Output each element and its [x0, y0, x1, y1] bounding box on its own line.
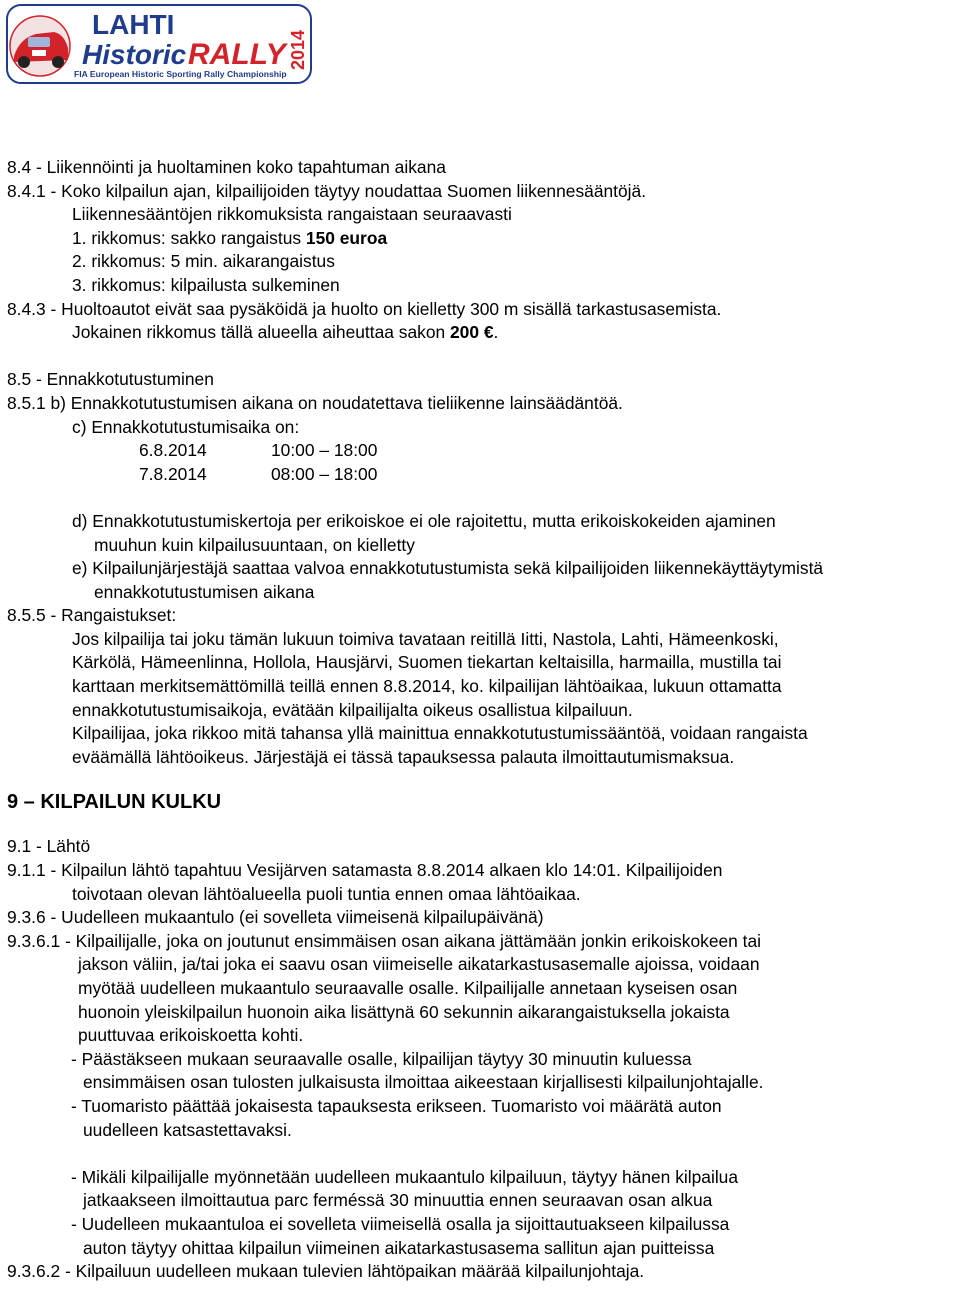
bullet-3-line2: jatkaakseen ilmoittautua parc ferméssä 30 minuuttia ennen seuraavan osan alkua — [83, 1190, 713, 1211]
rally-car-icon — [10, 16, 70, 76]
para-9-1: 9.1 - Lähtö — [7, 836, 91, 857]
para-8-5-5-title: 8.5.5 - Rangaistukset: — [7, 605, 177, 626]
svg-text:2014: 2014 — [288, 29, 308, 70]
para-8-5-5-line: Jos kilpailija tai joku tämän lukuun toimiva tavataan reitillä Iitti, Nastola, Lahti, Hämeenkoski, — [72, 628, 779, 649]
penalty-1: 1. rikkomus: sakko rangaistus 150 euroa — [72, 227, 388, 248]
lahti-historic-rally-logo — [6, 4, 312, 84]
penalty-1-amount: 150 euroa — [305, 227, 388, 248]
svg-text:Historic: Historic — [82, 39, 187, 70]
section-8-5-title: 8.5 - Ennakkotutustuminen — [7, 369, 214, 390]
penalty-2: 2. rikkomus: 5 min. aikarangaistus — [72, 251, 335, 272]
para-8-5-5-line: karttaan merkitsemättömillä teillä ennen 8.8.2014, ko. kilpailijan lähtöaikaa, lukuun ottamatta — [72, 676, 782, 697]
svg-text:LAHTI: LAHTI — [92, 9, 175, 40]
para-8-5-1-d-line2: muuhun kuin kilpailusuuntaan, on kielletty — [94, 534, 415, 555]
para-8-4-1-line1: 8.4.1 - Koko kilpailun ajan, kilpailijoiden täytyy noudattaa Suomen liikennesääntöjä. — [7, 180, 647, 201]
bullet-4-line2: auton täytyy ohittaa kilpailun viimeinen aikatarkastusasema sallitun ajan puitteissa — [83, 1237, 715, 1258]
schedule-row: 7.8.2014 08:00 – 18:00 — [139, 463, 378, 484]
para-9-3-6: 9.3.6 - Uudelleen mukaantulo (ei sovelleta viimeisenä kilpailupäivänä) — [7, 907, 544, 928]
para-8-5-1-c: c) Ennakkotutustumisaika on: — [72, 416, 300, 437]
para-8-5-1-b: 8.5.1 b) Ennakkotutustumisen aikana on noudatettava tieliikenne lainsäädäntöä. — [7, 392, 623, 413]
rules-document — [7, 156, 960, 1284]
bullet-1-line2: ensimmäisen osan tulosten julkaisusta ilmoittaa aikeestaan kirjallisesti kilpailunjohtajalle. — [83, 1072, 764, 1093]
para-8-4-3-line2: Jokainen rikkomus tällä alueella aiheuttaa sakon 200 €. — [72, 322, 499, 343]
para-8-4-1-line2: Liikennesääntöjen rikkomuksista rangaistaan seuraavasti — [72, 204, 512, 225]
para-8-5-5-line: Kilpailijaa, joka rikkoo mitä tahansa yllä mainittua ennakkotutustumissääntöä, voidaan rangaista — [72, 723, 808, 744]
para-9-3-6-2: 9.3.6.2 - Kilpailuun uudelleen mukaan tulevien lähtöpaikan määrää kilpailunjohtaja. — [7, 1261, 645, 1282]
penalty-3: 3. rikkomus: kilpailusta sulkeminen — [72, 274, 340, 295]
para-8-5-5-line: ennakkotutustumisaikoja, evätään kilpailijalta oikeus osallistua kilpailuun. — [72, 699, 633, 720]
para-8-5-5-line: eväämällä lähtöoikeus. Järjestäjä ei tässä tapauksessa palauta ilmoittautumismaksua. — [72, 746, 735, 767]
bullet-2-line1: - Tuomaristo päättää jokaisesta tapauksesta erikseen. Tuomaristo voi määrätä auton — [71, 1095, 722, 1116]
section-8-4-title: 8.4 - Liikennöinti ja huoltaminen koko tapahtuman aikana — [7, 157, 446, 177]
svg-text:RALLY: RALLY — [188, 38, 286, 71]
bullet-3-line1: - Mikäli kilpailijalle myönnetään uudelleen mukaantulo kilpailuun, täytyy hänen kilpailua — [71, 1166, 739, 1187]
schedule-row: 6.8.2014 10:00 – 18:00 — [139, 440, 378, 461]
svg-text:FIA European Historic Sporting: FIA European Historic Sporting Rally Championship — [74, 69, 287, 79]
para-8-4-3-line1: 8.4.3 - Huoltoautot eivät saa pysäköidä ja huolto on kielletty 300 m sisällä tarkastusasemista. — [7, 298, 722, 319]
section-9-heading: 9 – KILPAILUN KULKU — [7, 791, 222, 814]
para-9-3-6-1-line: myötää uudelleen mukaantulo seuraavalle osalle. Kilpailijalle annetaan kyseisen osan — [78, 978, 738, 998]
para-9-3-6-1-line: puuttuvaa erikoiskoetta kohti. — [78, 1025, 304, 1046]
para-9-3-6-1-line: jakson väliin, ja/tai joka ei saavu osan viimeiselle aikatarkastusasemalle ajoissa, voidaan — [78, 954, 760, 975]
para-9-1-1-line2: toivotaan olevan lähtöalueella puoli tuntia ennen omaa lähtöaikaa. — [72, 883, 581, 904]
bullet-2-line2: uudelleen katsastettavaksi. — [83, 1119, 292, 1140]
para-8-5-1-e-line1: e) Kilpailunjärjestäjä saattaa valvoa ennakkotutustumista sekä kilpailijoiden liikennekäyttäytymistä — [72, 558, 824, 579]
para-8-5-5-line: Kärkölä, Hämeenlinna, Hollola, Hausjärvi, Suomen tiekartan keltaisilla, harmailla, mustilla tai — [72, 652, 782, 673]
para-9-3-6-1-line1: 9.3.6.1 - Kilpailijalle, joka on joutunut ensimmäisen osan aikana jättämään jonkin erikoiskokeen tai — [7, 930, 762, 951]
para-9-1-1-line1: 9.1.1 - Kilpailun lähtö tapahtuu Vesijärven satamasta 8.8.2014 alkaen klo 14:01. Kilpailijoiden — [7, 860, 723, 881]
bullet-1-line1: - Päästäkseen mukaan seuraavalle osalle, kilpailijan täytyy 30 minuutin kuluessa — [71, 1048, 692, 1069]
para-8-5-1-d-line1: d) Ennakkotutustumiskertoja per erikoiskoe ei ole rajoitettu, mutta erikoiskokeiden ajaminen — [72, 510, 776, 531]
bullet-4-line1: - Uudelleen mukaantuloa ei sovelleta viimeisellä osalla ja sijoittautuakseen kilpailussa — [71, 1213, 730, 1234]
fine-amount: 200 € — [450, 322, 494, 343]
para-8-5-1-e-line2: ennakkotutustumisen aikana — [94, 581, 315, 602]
para-9-3-6-1-line: huonoin yleiskilpailun huonoin aika lisättynä 60 sekunnin aikarangaistuksella jokaista — [78, 1001, 730, 1022]
